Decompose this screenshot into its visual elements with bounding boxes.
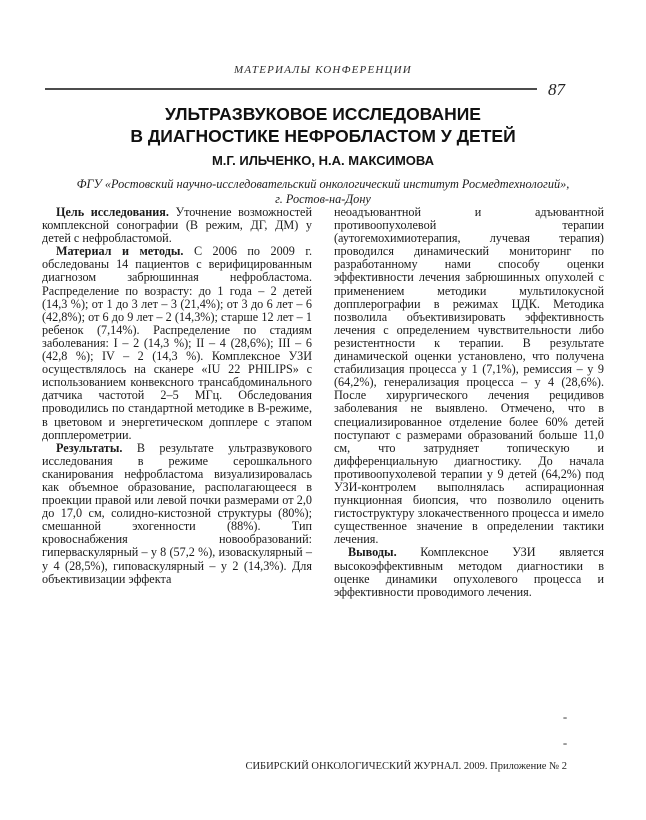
page-number: 87 [548,80,565,99]
article-body [42,206,604,599]
article-affiliation [0,177,646,206]
scan-artifact-dash-2: - [562,735,568,750]
paragraph-goal [42,206,312,245]
paragraph-goal-text: Уточнение возможностей комплексной сонографии (В режим, ДГ, ДМ) у детей с нефробластомой. [42,205,312,246]
header-rule [45,88,537,90]
affiliation-line2: г. Ростов-на-Дону [275,191,371,206]
article-title [0,103,646,147]
paragraph-conclusions-lead: Выводы. [348,545,397,560]
paragraph-results [42,442,312,586]
paragraph-goal-lead: Цель исследования. [56,205,169,219]
paragraph-results-lead: Результаты. [56,440,123,455]
article-title-line1: УЛЬТРАЗВУКОВОЕ ИССЛЕДОВАНИЕ [165,104,481,124]
left-column [42,206,312,599]
right-column [334,206,604,599]
scan-artifact-dash-1: - [562,709,568,724]
paragraph-results-continuation [334,206,604,546]
article-authors: М.Г. ИЛЬЧЕНКО, Н.А. МАКСИМОВА [211,153,435,168]
article-title-line2: В ДИАГНОСТИКЕ НЕФРОБЛАСТОМ У ДЕТЕЙ [130,126,516,146]
paragraph-results-continuation-text: неоадъювантной и адъювантной противоопухолевой терапии (аутогемохимиотерапия, лучевая терапия) проводился динамический мониторинг по разработанному нами способу оценки эффективности лечения забрюшинных опухолей с применением методики мультилокусной допплерографии в режимах ЦДК. Методика позволила объективизировать эффективность лечения с определением чувствительности либо резистентности к терапии. В результате динамической оценки установлено, что получена стабилизация процесса у 1 (7,1%), ремиссия – у 9 (64,2%), генерализация процесса – у 4 (28,6%). После хирургического лечения рецидивов заболевания не выявлено. Отмечено, что в специализированное отделение более 60% детей поступают с размерами образований больше 11,0 см, что затрудняет топическую и дифференциальную диагностику. До начала противоопухолевой терапии у 9 детей (64,2%) под УЗИ-контролем выполнялась аспирационная пункционная биопсия, что позволило оценить гистоструктуру злокачественного процесса и имело существенное значение в определении тактики лечения. [334,205,604,547]
journal-footer: СИБИРСКИЙ ОНКОЛОГИЧЕСКИЙ ЖУРНАЛ. 2009. Приложение № 2 [245,761,567,772]
affiliation-line1: ФГУ «Ростовский научно-исследовательский онкологический институт Росмедтехнологий», [76,177,570,191]
paragraph-results-text: В результате ультразвукового исследования в режиме серошкального сканирования нефробластома визуализировалась как объемное образование, располагающееся в проекции правой или левой почки размерами от 2,0 до 17,0 см, солидно-кистозной структуры (80%); смешанной эхогенности (88%). Тип кровоснабжения новообразований: гиперваскулярный – у 8 (57,2 %), изоваскулярный – у 4 (28,5%), гиповаскулярный – у 2 (14,3%). Для объективизации эффекта [42,440,312,586]
paragraph-methods-lead: Материал и методы. [56,244,184,259]
paragraph-methods [42,245,312,441]
paragraph-methods-text: С 2006 по 2009 г. обследованы 14 пациентов с верифицированным диагнозом забрюшинная нефробластома. Распределение по возрасту: до 1 года – 2 детей (14,3 %); от 1 до 3 лет – 3 (21,4%); от 3 до 6 лет – 6 (42,8%); от 6 до 9 лет – 2 (14,3%); старше 12 лет – 1 ребенок (7,14%). Распределение по стадиям заболевания: I – 2 (14,3 %); II – 4 (28,6%); III – 6 (42,8 %); IV – 2 (14,3 %). Комплексное УЗИ осуществлялось на сканере «IU 22 PHILIPS» с использованием конвексного трансабдоминального датчика частотой 2–5 МГц. Обследования проводились по стандартной методике в В-режиме, в цветовом и энергетическом допплере с этапом допплерометрии. [42,244,312,442]
running-head: МАТЕРИАЛЫ КОНФЕРЕНЦИИ [234,64,412,76]
paragraph-conclusions [334,546,604,598]
paragraph-conclusions-text: Комплексное УЗИ является высокоэффективным методом диагностики в оценке динамики опухолевого процесса и эффективности проводимого лечения. [334,545,604,599]
